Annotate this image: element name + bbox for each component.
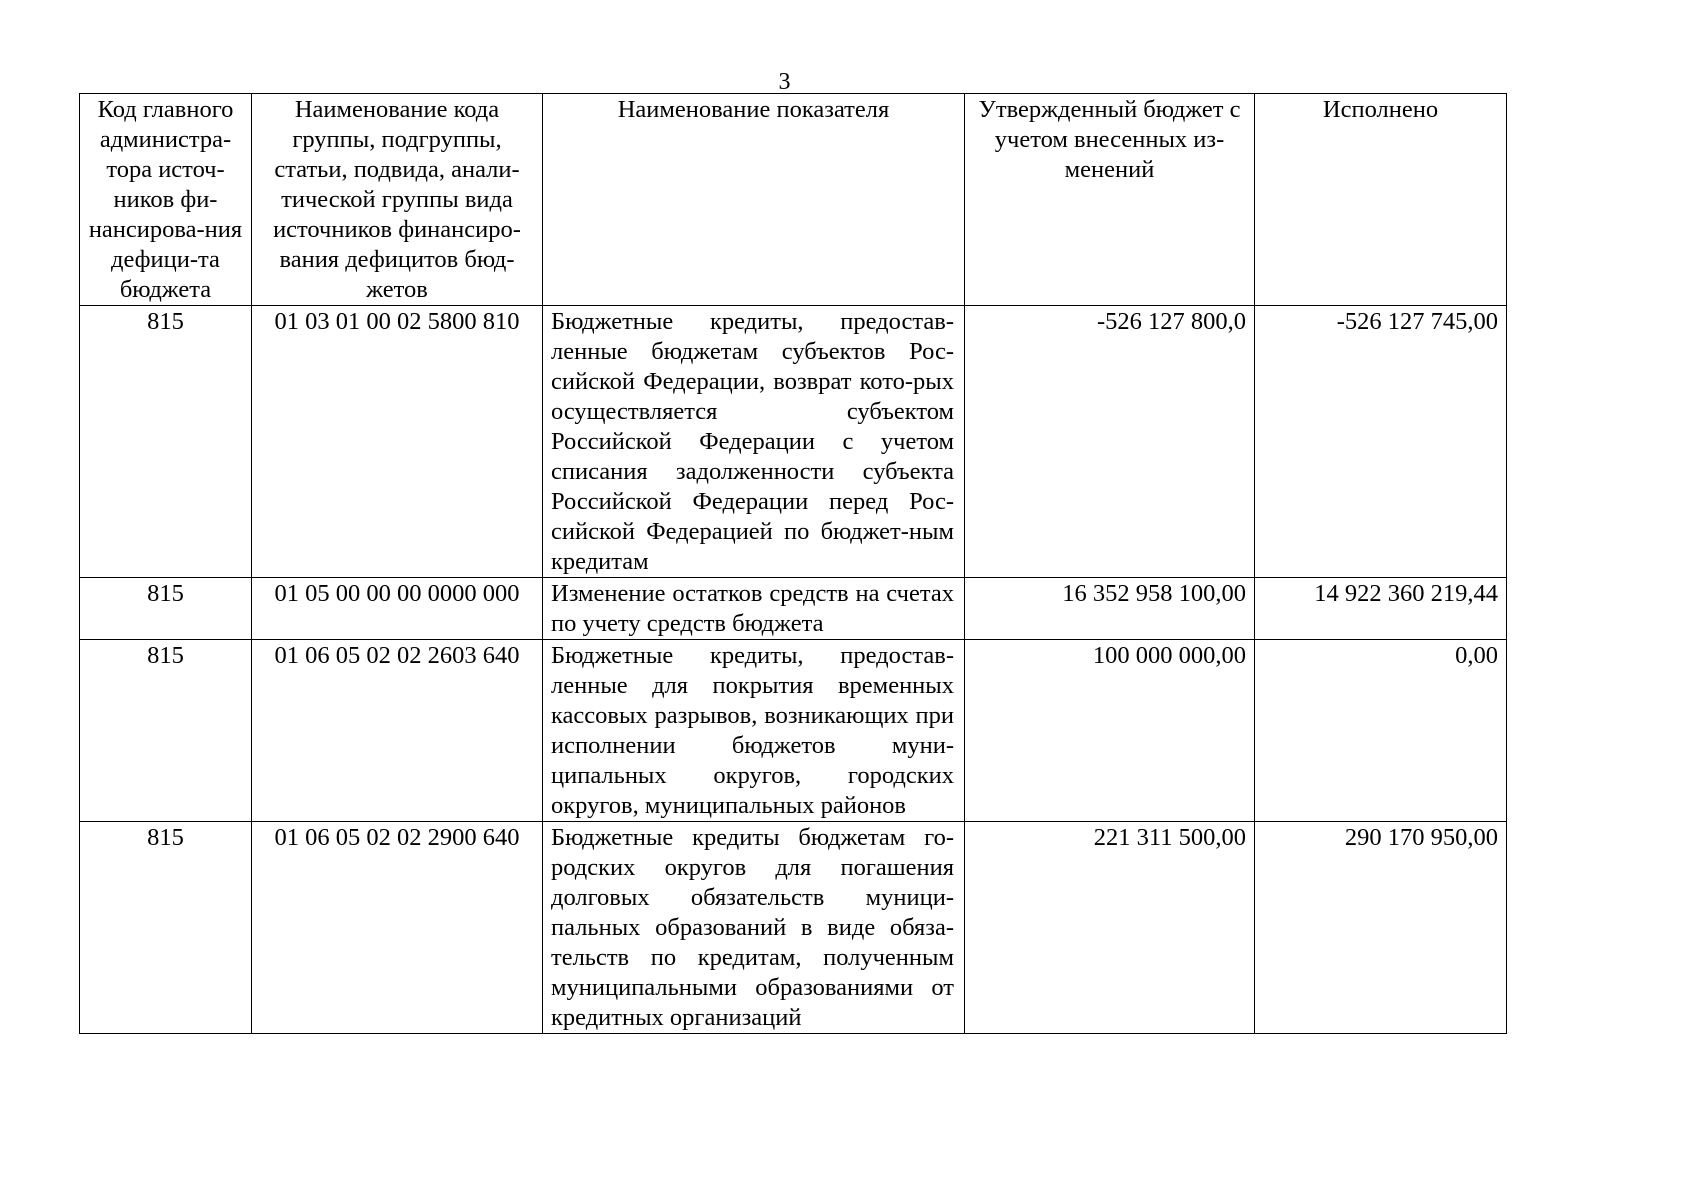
indicator-name-cell: Бюджетные кредиты, предостав-ленные бюджетам субъектов Рос-сийской Федерации, возврат кото-рых осуществляется субъектом Российской Федерации с учетом списания задолженности субъекта Российской Федерации перед Рос-сийской Федерацией по бюджет-ным кредитам <box>543 306 965 578</box>
executed-cell: 14 922 360 219,44 <box>1255 578 1507 640</box>
table-row <box>80 306 1507 578</box>
header-approved-budget: Утвержденный бюджет с учетом внесенных из-менений <box>965 94 1255 306</box>
executed-cell: -526 127 745,00 <box>1255 306 1507 578</box>
table-header-row <box>80 94 1507 306</box>
approved-budget-cell: 100 000 000,00 <box>965 640 1255 822</box>
group-code-cell: 01 06 05 02 02 2603 640 <box>252 640 543 822</box>
indicator-name-cell: Бюджетные кредиты бюджетам го-родских округов для погашения долговых обязательств муници-пальных образований в виде обяза-тельств по кредитам, полученным муниципальными образованиями от кредитных организаций <box>543 822 965 1034</box>
budget-sources-table <box>79 93 1507 1034</box>
admin-code-cell: 815 <box>80 578 252 640</box>
header-executed: Исполнено <box>1255 94 1507 306</box>
table-row <box>80 578 1507 640</box>
header-group-code: Наименование кода группы, подгруппы, статьи, подвида, анали-тической группы вида источников финансиро-вания дефицитов бюд-жетов <box>252 94 543 306</box>
approved-budget-cell: 16 352 958 100,00 <box>965 578 1255 640</box>
header-admin-code: Код главного администра-тора источ-ников фи-нансирова-ния дефици-та бюджета <box>80 94 252 306</box>
executed-cell: 290 170 950,00 <box>1255 822 1507 1034</box>
page-number: 3 <box>778 69 791 95</box>
admin-code-cell: 815 <box>80 822 252 1034</box>
header-indicator-name: Наименование показателя <box>543 94 965 306</box>
group-code-cell: 01 06 05 02 02 2900 640 <box>252 822 543 1034</box>
group-code-cell: 01 05 00 00 00 0000 000 <box>252 578 543 640</box>
indicator-name-cell: Бюджетные кредиты, предостав-ленные для покрытия временных кассовых разрывов, возникающих при исполнении бюджетов муни-ципальных округов, городских округов, муниципальных районов <box>543 640 965 822</box>
table-row <box>80 822 1507 1034</box>
indicator-name-cell: Изменение остатков средств на счетах по учету средств бюджета <box>543 578 965 640</box>
executed-cell: 0,00 <box>1255 640 1507 822</box>
admin-code-cell: 815 <box>80 640 252 822</box>
admin-code-cell: 815 <box>80 306 252 578</box>
table-row <box>80 640 1507 822</box>
group-code-cell: 01 03 01 00 02 5800 810 <box>252 306 543 578</box>
approved-budget-cell: 221 311 500,00 <box>965 822 1255 1034</box>
approved-budget-cell: -526 127 800,0 <box>965 306 1255 578</box>
